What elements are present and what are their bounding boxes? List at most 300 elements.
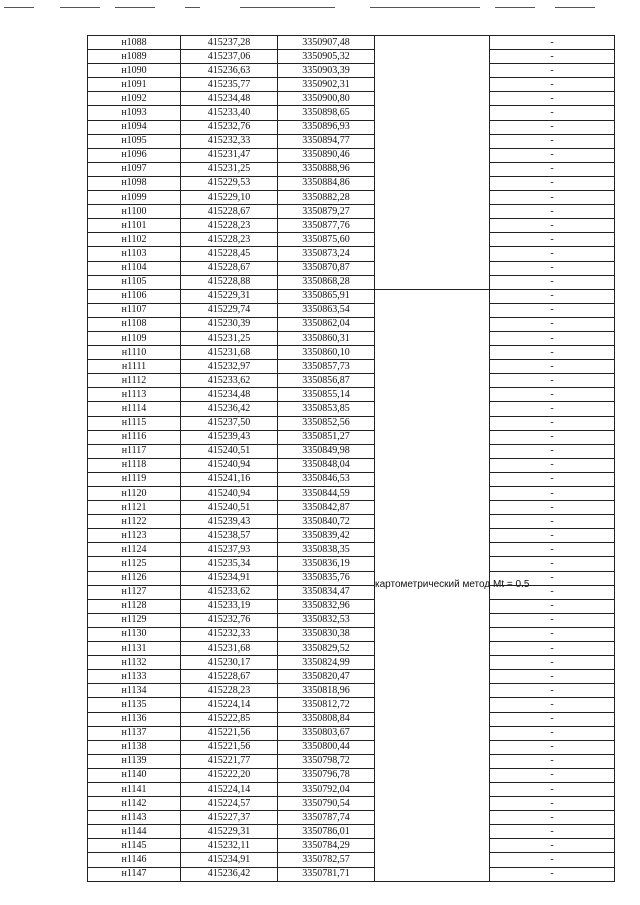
- table-row: [88, 120, 615, 134]
- y-coordinate-cell: 3350808,84: [278, 712, 375, 726]
- y-coordinate-cell: 3350856,87: [278, 374, 375, 388]
- table-row: [88, 374, 615, 388]
- description-cell: -: [490, 233, 615, 247]
- y-coordinate-cell: 3350846,53: [278, 472, 375, 486]
- x-coordinate-cell: 415229,74: [181, 303, 278, 317]
- description-cell: -: [490, 444, 615, 458]
- description-cell: -: [490, 50, 615, 64]
- y-coordinate-cell: 3350902,31: [278, 78, 375, 92]
- table-row: [88, 162, 615, 176]
- table-row: [88, 261, 615, 275]
- y-coordinate-cell: 3350890,46: [278, 148, 375, 162]
- table-row: [88, 50, 615, 64]
- table-row: [88, 176, 615, 190]
- table-row: [88, 289, 615, 303]
- table-row: [88, 191, 615, 205]
- x-coordinate-cell: 415231,68: [181, 346, 278, 360]
- y-coordinate-cell: 3350860,10: [278, 346, 375, 360]
- description-cell: -: [490, 331, 615, 345]
- table-row: [88, 346, 615, 360]
- description-cell: -: [490, 797, 615, 811]
- description-cell: -: [490, 585, 615, 599]
- x-coordinate-cell: 415233,19: [181, 599, 278, 613]
- x-coordinate-cell: 415241,16: [181, 472, 278, 486]
- description-cell: -: [490, 289, 615, 303]
- method-label: картометрический метод Mt = 0.5: [375, 579, 530, 591]
- x-coordinate-cell: 415222,85: [181, 712, 278, 726]
- description-cell: -: [490, 839, 615, 853]
- point-cell: н1132: [88, 656, 181, 670]
- description-cell: -: [490, 529, 615, 543]
- x-coordinate-cell: 415238,57: [181, 529, 278, 543]
- y-coordinate-cell: 3350882,28: [278, 191, 375, 205]
- description-cell: -: [490, 740, 615, 754]
- x-coordinate-cell: 415229,31: [181, 289, 278, 303]
- x-coordinate-cell: 415222,20: [181, 768, 278, 782]
- y-coordinate-cell: 3350857,73: [278, 360, 375, 374]
- point-cell: н1146: [88, 853, 181, 867]
- description-cell: -: [490, 867, 615, 881]
- description-cell: -: [490, 205, 615, 219]
- y-coordinate-cell: 3350884,86: [278, 176, 375, 190]
- y-coordinate-cell: 3350862,04: [278, 317, 375, 331]
- point-cell: н1117: [88, 444, 181, 458]
- table-row: [88, 233, 615, 247]
- table-row: [88, 148, 615, 162]
- y-coordinate-cell: 3350873,24: [278, 247, 375, 261]
- x-coordinate-cell: 415228,67: [181, 205, 278, 219]
- x-coordinate-cell: 415240,94: [181, 458, 278, 472]
- table-row: [88, 825, 615, 839]
- x-coordinate-cell: 415236,63: [181, 64, 278, 78]
- table-row: [88, 430, 615, 444]
- description-cell: -: [490, 36, 615, 50]
- y-coordinate-cell: 3350905,32: [278, 50, 375, 64]
- y-coordinate-cell: 3350798,72: [278, 754, 375, 768]
- table-row: [88, 613, 615, 627]
- description-cell: -: [490, 670, 615, 684]
- y-coordinate-cell: 3350800,44: [278, 740, 375, 754]
- point-cell: н1136: [88, 712, 181, 726]
- table-row: [88, 670, 615, 684]
- table-row: [88, 219, 615, 233]
- table-row: [88, 64, 615, 78]
- x-coordinate-cell: 415231,25: [181, 331, 278, 345]
- point-cell: н1131: [88, 642, 181, 656]
- point-cell: н1102: [88, 233, 181, 247]
- y-coordinate-cell: 3350848,04: [278, 458, 375, 472]
- x-coordinate-cell: 415232,76: [181, 613, 278, 627]
- description-cell: -: [490, 78, 615, 92]
- x-coordinate-cell: 415239,43: [181, 430, 278, 444]
- point-cell: н1107: [88, 303, 181, 317]
- description-cell: -: [490, 472, 615, 486]
- table-row: [88, 797, 615, 811]
- y-coordinate-cell: 3350877,76: [278, 219, 375, 233]
- y-coordinate-cell: 3350888,96: [278, 162, 375, 176]
- y-coordinate-cell: 3350803,67: [278, 726, 375, 740]
- x-coordinate-cell: 415240,94: [181, 487, 278, 501]
- x-coordinate-cell: 415237,50: [181, 416, 278, 430]
- y-coordinate-cell: 3350865,91: [278, 289, 375, 303]
- point-cell: н1142: [88, 797, 181, 811]
- y-coordinate-cell: 3350903,39: [278, 64, 375, 78]
- table-row: [88, 275, 615, 289]
- point-cell: н1103: [88, 247, 181, 261]
- y-coordinate-cell: 3350863,54: [278, 303, 375, 317]
- description-cell: -: [490, 191, 615, 205]
- description-cell: -: [490, 374, 615, 388]
- description-cell: -: [490, 64, 615, 78]
- point-cell: н1099: [88, 191, 181, 205]
- point-cell: н1094: [88, 120, 181, 134]
- x-coordinate-cell: 415228,23: [181, 219, 278, 233]
- description-cell: -: [490, 176, 615, 190]
- y-coordinate-cell: 3350840,72: [278, 515, 375, 529]
- x-coordinate-cell: 415228,23: [181, 233, 278, 247]
- point-cell: н1145: [88, 839, 181, 853]
- point-cell: н1133: [88, 670, 181, 684]
- point-cell: н1143: [88, 811, 181, 825]
- point-cell: н1116: [88, 430, 181, 444]
- x-coordinate-cell: 415233,62: [181, 585, 278, 599]
- description-cell: -: [490, 768, 615, 782]
- x-coordinate-cell: 415232,33: [181, 627, 278, 641]
- y-coordinate-cell: 3350784,29: [278, 839, 375, 853]
- x-coordinate-cell: 415229,31: [181, 825, 278, 839]
- table-row: [88, 331, 615, 345]
- x-coordinate-cell: 415228,45: [181, 247, 278, 261]
- x-coordinate-cell: 415235,34: [181, 557, 278, 571]
- table-row: [88, 867, 615, 881]
- coordinates-table-body: [88, 36, 615, 882]
- table-row: [88, 642, 615, 656]
- x-coordinate-cell: 415231,25: [181, 162, 278, 176]
- y-coordinate-cell: 3350830,38: [278, 627, 375, 641]
- description-cell: -: [490, 247, 615, 261]
- x-coordinate-cell: 415234,48: [181, 92, 278, 106]
- description-cell: -: [490, 317, 615, 331]
- description-cell: -: [490, 275, 615, 289]
- description-cell: -: [490, 642, 615, 656]
- description-cell: -: [490, 487, 615, 501]
- table-row: [88, 853, 615, 867]
- x-coordinate-cell: 415235,77: [181, 78, 278, 92]
- y-coordinate-cell: 3350868,28: [278, 275, 375, 289]
- description-cell: -: [490, 656, 615, 670]
- point-cell: н1130: [88, 627, 181, 641]
- description-cell: -: [490, 825, 615, 839]
- description-cell: -: [490, 120, 615, 134]
- y-coordinate-cell: 3350842,87: [278, 501, 375, 515]
- point-cell: н1106: [88, 289, 181, 303]
- y-coordinate-cell: 3350851,27: [278, 430, 375, 444]
- table-row: [88, 782, 615, 796]
- point-cell: н1100: [88, 205, 181, 219]
- table-row: [88, 768, 615, 782]
- y-coordinate-cell: 3350832,53: [278, 613, 375, 627]
- table-row: [88, 599, 615, 613]
- description-cell: -: [490, 782, 615, 796]
- table-row: [88, 740, 615, 754]
- table-row: [88, 839, 615, 853]
- description-cell: -: [490, 219, 615, 233]
- x-coordinate-cell: 415240,51: [181, 501, 278, 515]
- point-cell: н1139: [88, 754, 181, 768]
- y-coordinate-cell: 3350849,98: [278, 444, 375, 458]
- table-row: [88, 501, 615, 515]
- x-coordinate-cell: 415221,77: [181, 754, 278, 768]
- table-row: [88, 529, 615, 543]
- x-coordinate-cell: 415229,10: [181, 191, 278, 205]
- y-coordinate-cell: 3350870,87: [278, 261, 375, 275]
- x-coordinate-cell: 415234,91: [181, 571, 278, 585]
- table-row: [88, 557, 615, 571]
- x-coordinate-cell: 415237,06: [181, 50, 278, 64]
- description-cell: -: [490, 726, 615, 740]
- x-coordinate-cell: 415233,40: [181, 106, 278, 120]
- table-row: [88, 543, 615, 557]
- description-cell: -: [490, 388, 615, 402]
- y-coordinate-cell: 3350835,76: [278, 571, 375, 585]
- point-cell: н1091: [88, 78, 181, 92]
- x-coordinate-cell: 415237,28: [181, 36, 278, 50]
- y-coordinate-cell: 3350852,56: [278, 416, 375, 430]
- x-coordinate-cell: 415230,17: [181, 656, 278, 670]
- description-cell: -: [490, 515, 615, 529]
- description-cell: -: [490, 557, 615, 571]
- point-cell: н1110: [88, 346, 181, 360]
- description-cell: -: [490, 430, 615, 444]
- y-coordinate-cell: 3350787,74: [278, 811, 375, 825]
- point-cell: н1090: [88, 64, 181, 78]
- description-cell: -: [490, 134, 615, 148]
- point-cell: н1113: [88, 388, 181, 402]
- description-cell: -: [490, 402, 615, 416]
- point-cell: н1137: [88, 726, 181, 740]
- x-coordinate-cell: 415227,37: [181, 811, 278, 825]
- table-row: [88, 571, 615, 585]
- x-coordinate-cell: 415231,68: [181, 642, 278, 656]
- scan-header-marks: [0, 0, 640, 14]
- table-row: [88, 36, 615, 50]
- point-cell: н1123: [88, 529, 181, 543]
- x-coordinate-cell: 415221,56: [181, 726, 278, 740]
- y-coordinate-cell: 3350898,65: [278, 106, 375, 120]
- y-coordinate-cell: 3350796,78: [278, 768, 375, 782]
- point-cell: н1129: [88, 613, 181, 627]
- y-coordinate-cell: 3350832,96: [278, 599, 375, 613]
- table-row: [88, 627, 615, 641]
- x-coordinate-cell: 415233,62: [181, 374, 278, 388]
- point-cell: н1118: [88, 458, 181, 472]
- y-coordinate-cell: 3350879,27: [278, 205, 375, 219]
- point-cell: н1097: [88, 162, 181, 176]
- table-row: [88, 416, 615, 430]
- x-coordinate-cell: 415228,23: [181, 684, 278, 698]
- description-cell: -: [490, 543, 615, 557]
- y-coordinate-cell: 3350855,14: [278, 388, 375, 402]
- method-cell-empty: [375, 36, 490, 290]
- point-cell: н1095: [88, 134, 181, 148]
- table-row: [88, 303, 615, 317]
- description-cell: -: [490, 360, 615, 374]
- point-cell: н1101: [88, 219, 181, 233]
- point-cell: н1114: [88, 402, 181, 416]
- y-coordinate-cell: 3350782,57: [278, 853, 375, 867]
- point-cell: н1096: [88, 148, 181, 162]
- point-cell: н1128: [88, 599, 181, 613]
- description-cell: -: [490, 106, 615, 120]
- point-cell: н1135: [88, 698, 181, 712]
- point-cell: н1088: [88, 36, 181, 50]
- method-cell: [375, 289, 530, 881]
- description-cell: -: [490, 162, 615, 176]
- point-cell: н1121: [88, 501, 181, 515]
- x-coordinate-cell: 415228,67: [181, 261, 278, 275]
- table-row: [88, 585, 615, 599]
- x-coordinate-cell: 415229,53: [181, 176, 278, 190]
- x-coordinate-cell: 415232,33: [181, 134, 278, 148]
- description-cell: -: [490, 571, 615, 585]
- y-coordinate-cell: 3350853,85: [278, 402, 375, 416]
- y-coordinate-cell: 3350894,77: [278, 134, 375, 148]
- x-coordinate-cell: 415224,14: [181, 782, 278, 796]
- description-cell: -: [490, 501, 615, 515]
- point-cell: н1109: [88, 331, 181, 345]
- point-cell: н1140: [88, 768, 181, 782]
- description-cell: -: [490, 613, 615, 627]
- x-coordinate-cell: 415230,39: [181, 317, 278, 331]
- table-row: [88, 205, 615, 219]
- point-cell: н1126: [88, 571, 181, 585]
- x-coordinate-cell: 415240,51: [181, 444, 278, 458]
- x-coordinate-cell: 415232,97: [181, 360, 278, 374]
- point-cell: н1124: [88, 543, 181, 557]
- table-row: [88, 656, 615, 670]
- table-row: [88, 388, 615, 402]
- description-cell: -: [490, 712, 615, 726]
- table-row: [88, 444, 615, 458]
- table-row: [88, 811, 615, 825]
- y-coordinate-cell: 3350818,96: [278, 684, 375, 698]
- x-coordinate-cell: 415228,67: [181, 670, 278, 684]
- point-cell: н1093: [88, 106, 181, 120]
- y-coordinate-cell: 3350836,19: [278, 557, 375, 571]
- table-row: [88, 712, 615, 726]
- y-coordinate-cell: 3350781,71: [278, 867, 375, 881]
- x-coordinate-cell: 415236,42: [181, 867, 278, 881]
- description-cell: -: [490, 148, 615, 162]
- y-coordinate-cell: 3350834,47: [278, 585, 375, 599]
- x-coordinate-cell: 415224,14: [181, 698, 278, 712]
- x-coordinate-cell: 415239,43: [181, 515, 278, 529]
- table-row: [88, 134, 615, 148]
- x-coordinate-cell: 415224,57: [181, 797, 278, 811]
- y-coordinate-cell: 3350829,52: [278, 642, 375, 656]
- description-cell: -: [490, 684, 615, 698]
- point-cell: н1122: [88, 515, 181, 529]
- y-coordinate-cell: 3350838,35: [278, 543, 375, 557]
- table-row: [88, 458, 615, 472]
- table-row: [88, 402, 615, 416]
- table-row: [88, 754, 615, 768]
- description-cell: -: [490, 754, 615, 768]
- table-row: [88, 360, 615, 374]
- y-coordinate-cell: 3350812,72: [278, 698, 375, 712]
- table-row: [88, 78, 615, 92]
- point-cell: н1144: [88, 825, 181, 839]
- point-cell: н1108: [88, 317, 181, 331]
- y-coordinate-cell: 3350792,04: [278, 782, 375, 796]
- description-cell: -: [490, 346, 615, 360]
- y-coordinate-cell: 3350907,48: [278, 36, 375, 50]
- table-row: [88, 726, 615, 740]
- description-cell: -: [490, 599, 615, 613]
- point-cell: н1125: [88, 557, 181, 571]
- point-cell: н1111: [88, 360, 181, 374]
- x-coordinate-cell: 415236,42: [181, 402, 278, 416]
- point-cell: н1092: [88, 92, 181, 106]
- point-cell: н1141: [88, 782, 181, 796]
- description-cell: -: [490, 811, 615, 825]
- y-coordinate-cell: 3350860,31: [278, 331, 375, 345]
- x-coordinate-cell: 415221,56: [181, 740, 278, 754]
- point-cell: н1104: [88, 261, 181, 275]
- y-coordinate-cell: 3350896,93: [278, 120, 375, 134]
- x-coordinate-cell: 415232,76: [181, 120, 278, 134]
- table-row: [88, 698, 615, 712]
- y-coordinate-cell: 3350844,59: [278, 487, 375, 501]
- point-cell: н1105: [88, 275, 181, 289]
- point-cell: н1138: [88, 740, 181, 754]
- point-cell: н1112: [88, 374, 181, 388]
- description-cell: -: [490, 853, 615, 867]
- description-cell: -: [490, 698, 615, 712]
- x-coordinate-cell: 415234,91: [181, 853, 278, 867]
- table-row: [88, 247, 615, 261]
- y-coordinate-cell: 3350875,60: [278, 233, 375, 247]
- y-coordinate-cell: 3350839,42: [278, 529, 375, 543]
- table-row: [88, 472, 615, 486]
- table-row: [88, 106, 615, 120]
- table-row: [88, 487, 615, 501]
- point-cell: н1147: [88, 867, 181, 881]
- point-cell: н1134: [88, 684, 181, 698]
- description-cell: -: [490, 303, 615, 317]
- x-coordinate-cell: 415232,11: [181, 839, 278, 853]
- point-cell: н1119: [88, 472, 181, 486]
- table-row: [88, 684, 615, 698]
- description-cell: -: [490, 261, 615, 275]
- table-row: [88, 515, 615, 529]
- y-coordinate-cell: 3350820,47: [278, 670, 375, 684]
- x-coordinate-cell: 415234,48: [181, 388, 278, 402]
- point-cell: н1089: [88, 50, 181, 64]
- point-cell: н1098: [88, 176, 181, 190]
- y-coordinate-cell: 3350786,01: [278, 825, 375, 839]
- description-cell: -: [490, 416, 615, 430]
- coordinates-table: [87, 35, 615, 882]
- y-coordinate-cell: 3350824,99: [278, 656, 375, 670]
- x-coordinate-cell: 415228,88: [181, 275, 278, 289]
- table-row: [88, 317, 615, 331]
- y-coordinate-cell: 3350900,80: [278, 92, 375, 106]
- description-cell: -: [490, 458, 615, 472]
- description-cell: -: [490, 627, 615, 641]
- point-cell: н1120: [88, 487, 181, 501]
- description-cell: -: [490, 92, 615, 106]
